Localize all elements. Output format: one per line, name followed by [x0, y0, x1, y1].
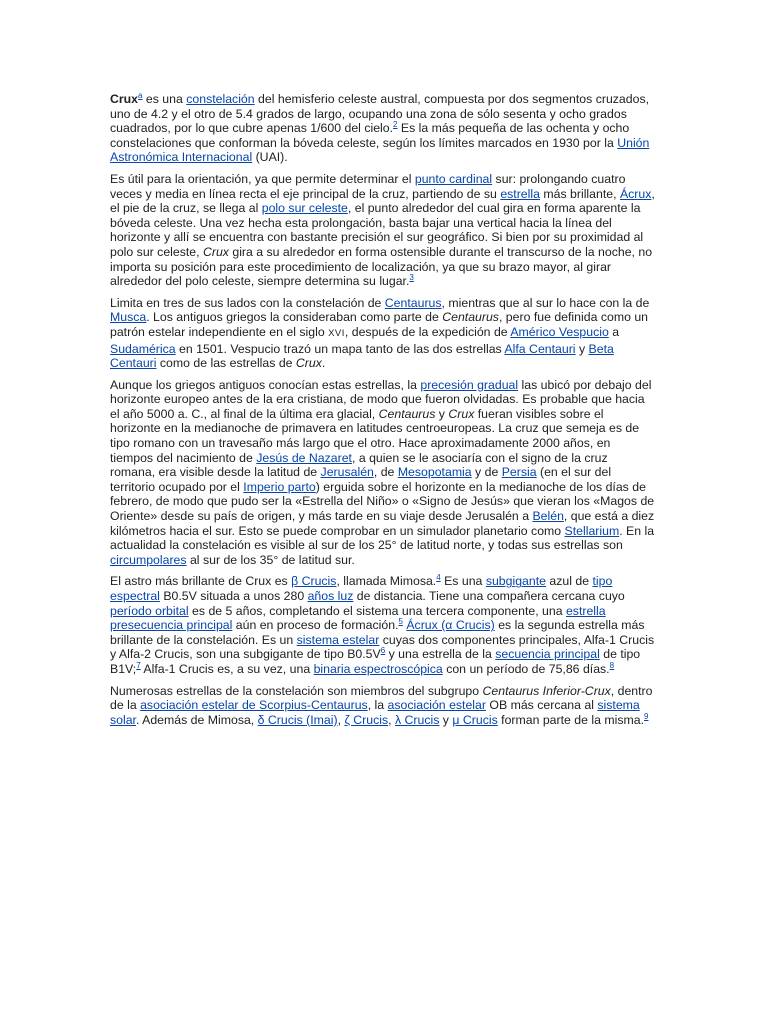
article-subject: Crux [110, 92, 139, 106]
wiki-link[interactable]: estrella presecuencia principal [110, 603, 606, 633]
wiki-link[interactable]: Ácrux (α Crucis) [406, 618, 495, 633]
text-run: Alfa-1 Crucis es, a su vez, una [140, 661, 314, 676]
text-run: azul de [545, 574, 593, 589]
text-run: , mientras que al sur lo hace con la de [441, 295, 650, 310]
wiki-link[interactable]: Imperio parto [243, 479, 316, 494]
text-run: en 1501. Vespucio trazó un mapa tanto de las dos estrellas [175, 341, 505, 356]
text-run: las ubicó por debajo del horizonte europeo antes de la era cristiana, de modo que fueron olvidadas. Es probable que hacia el año 5000 a. C., al final de la última era glacial, [110, 377, 652, 421]
wiki-link[interactable]: asociación estelar [387, 698, 486, 713]
wiki-link[interactable]: punto cardinal [414, 171, 493, 186]
wiki-link[interactable]: ζ Crucis [344, 712, 389, 727]
reference-link[interactable]: 7 [136, 660, 141, 670]
text-run: , el punto alrededor del cual gira en forma aparente la bóveda celeste. Una vez hecha esta prolongación, basta bajar una vertical hacia la línea del horizonte y allí se encuentra con bastante precisión el sur geográfico. Si bien por su proximidad al polo sur celeste, [110, 201, 644, 259]
text-run: y [439, 712, 453, 727]
reference-link[interactable]: 2 [393, 120, 398, 130]
text-run: y [575, 341, 589, 356]
reference-link[interactable]: 6 [380, 646, 386, 656]
italic-term: Crux [295, 356, 322, 371]
text-run: y una estrella de la [385, 647, 496, 662]
wiki-link[interactable]: μ Crucis [452, 712, 498, 727]
text-run: cuyas dos componentes principales, Alfa-1 Crucis y Alfa-2 Crucis, son una subgigante de tipo B0.5V [110, 632, 655, 662]
text-run: OB más cercana al [485, 698, 598, 713]
text-run: . Además de Mimosa, [135, 712, 258, 727]
text-run: (UAI). [252, 150, 288, 165]
text-run: , a quien se le asociaría con el signo de la cruz romana, era visible desde la latitud de [110, 450, 608, 480]
text-run: Numerosas estrellas de la constelación son miembros del subgrupo [110, 683, 483, 698]
wiki-link[interactable]: circumpolares [110, 552, 187, 567]
text-run: (en el sur del territorio ocupado por el [110, 465, 612, 494]
wiki-link[interactable]: Unión Astronómica Internacional [110, 135, 650, 165]
text-run: . En la actualidad la constelación es visible al sur de los 25° de latitud norte, y todas sus estrellas son [110, 523, 655, 553]
wiki-link[interactable]: Jesús de Nazaret [256, 450, 352, 465]
wiki-link[interactable]: secuencia principal [495, 647, 600, 662]
text-run: al sur de los 35° de latitud sur. [186, 552, 355, 567]
reference-marker [610, 661, 614, 670]
text-run: , después de la expedición de [344, 324, 511, 339]
text-run: , dentro de la [110, 683, 653, 713]
text-run: El astro más brillante de Crux es [110, 574, 292, 589]
article-paragraph [110, 574, 656, 676]
article-paragraph [110, 378, 656, 568]
wiki-link[interactable]: sistema estelar [296, 632, 380, 647]
text-run: del hemisferio celeste austral, compuesta por dos segmentos cruzados, uno de 4.2 y el otro de 5.4 grados de largo, ocupando una zona de sólo sesenta y ocho grados cuadrados, por lo que cubre apenas 1/600 del cielo. [110, 92, 650, 136]
article-body [110, 92, 656, 734]
text-run: , [388, 712, 395, 727]
text-run: Aunque los griegos antiguos conocían estas estrellas, la [110, 377, 421, 392]
text-run: , de [373, 465, 398, 480]
wiki-link[interactable]: β Crucis [291, 574, 337, 589]
text-run: es una [142, 92, 187, 106]
italic-term: Centaurus [378, 406, 436, 421]
wiki-link[interactable]: Alfa Centauri [504, 341, 576, 356]
wiki-link[interactable]: Beta Centauri [110, 341, 614, 371]
text-run: sur: prolongando cuatro veces y media en línea recta el eje principal de la cruz, partiendo de su [110, 171, 626, 201]
text-run: , el pie de la cruz, se llega al [110, 186, 655, 216]
text-run: , [337, 712, 345, 727]
reference-link[interactable]: 8 [609, 660, 615, 670]
wiki-link[interactable]: Sudamérica [110, 341, 176, 356]
italic-term: Centaurus Inferior-Crux [482, 683, 611, 698]
wiki-link[interactable]: Stellarium [564, 523, 620, 538]
wiki-link[interactable]: Mesopotamia [397, 465, 472, 480]
wiki-link[interactable]: Jerusalén [320, 465, 374, 480]
text-run: con un período de 75,86 días. [442, 661, 610, 676]
wiki-link[interactable]: δ Crucis (Imai) [257, 712, 338, 727]
text-run: es de 5 años, completando el sistema una tercera componente, una [188, 603, 566, 618]
wiki-link[interactable]: constelación [186, 92, 255, 106]
text-run: , llamada Mimosa. [336, 574, 437, 589]
wiki-link[interactable]: Ácrux [619, 186, 652, 201]
wiki-link[interactable]: subgigante [485, 574, 546, 589]
text-run: más brillante, [539, 186, 620, 201]
wiki-link[interactable]: Américo Vespucio [510, 324, 609, 339]
italic-term: Centaurus [442, 310, 499, 325]
text-run: Es una [440, 574, 486, 589]
wiki-link[interactable]: estrella [500, 186, 540, 201]
century-numeral: XVI [328, 327, 345, 339]
text-run: aún en proceso de formación. [232, 618, 399, 633]
wiki-link[interactable]: polo sur celeste [261, 201, 348, 216]
text-run: B0.5V situada a unos 280 [159, 589, 308, 603]
reference-marker [409, 273, 413, 282]
reference-link[interactable]: a [138, 90, 143, 100]
wiki-link[interactable]: λ Crucis [394, 712, 440, 727]
text-run: forman parte de la misma. [497, 712, 644, 727]
text-run: de distancia. Tiene una compañera cercana cuyo [353, 589, 625, 603]
wiki-link[interactable]: asociación estelar de Scorpius-Centaurus [140, 698, 368, 713]
text-run: , pero fue definida como un patrón estelar independiente en el siglo [110, 310, 648, 339]
text-run: , que está a diez kilómetros hacia el sur. Esto se puede comprobar en un simulador planetario como [110, 509, 655, 538]
text-run: y [435, 406, 449, 421]
reference-link[interactable]: 9 [644, 711, 649, 721]
text-run: a [608, 324, 620, 339]
wiki-link[interactable]: binaria espectroscópica [313, 661, 443, 676]
text-run: fueran visibles sobre el horizonte en la medianoche de primavera en latitudes centroeuropeas. La cruz que semeja es de tipo romano con un travesaño más largo que el otro. Hace aproximadamente 2000 años, en tiempos del nacimiento de [110, 406, 640, 465]
text-run: ) erguida sobre el horizonte en la medianoche de los días de febrero, de modo que pudo ser la «Estrella del Niño» o «Signo de Jesús» que vieran los «Magos de Oriente» desde su país de origen, y más tarde en su viaje desde Jerusalén a [110, 479, 655, 524]
article-paragraph [110, 684, 656, 728]
article-paragraph [110, 296, 656, 371]
reference-link[interactable]: 4 [436, 573, 441, 583]
wiki-link[interactable]: período orbital [110, 603, 189, 618]
text-run: Es útil para la orientación, ya que permite determinar el [110, 171, 415, 186]
reference-link[interactable]: 3 [409, 273, 414, 283]
text-run: . Los antiguos griegos la consideraban como parte de [146, 310, 443, 325]
wiki-link[interactable]: Musca [110, 310, 147, 325]
wiki-link[interactable]: años luz [307, 589, 354, 603]
text-run: Es la más pequeña de las ochenta y ocho constelaciones que conforman la bóveda celeste, según los límites marcados en 1930 por la [110, 121, 630, 150]
wiki-link[interactable]: sistema solar [110, 698, 640, 727]
text-run: y de [471, 465, 502, 480]
wiki-link[interactable]: Belén [532, 509, 564, 524]
text-run: de tipo B1V; [110, 647, 641, 676]
text-run: como de las estrellas de [156, 356, 296, 371]
text-run: . [321, 356, 326, 371]
wiki-link[interactable]: Centaurus [384, 295, 442, 310]
article-paragraph [110, 92, 656, 165]
wiki-link[interactable]: tipo espectral [110, 574, 613, 603]
text-run: , la [367, 698, 388, 713]
text-run: es la segunda estrella más brillante de la constelación. Es un [110, 618, 645, 647]
text-run: gira a su alrededor en forma ostensible durante el transcurso de la noche, no importa su posición para este procedimiento de localización, ya que su brazo mayor, al girar alrededor del polo celeste, siempre determina su lugar. [110, 244, 653, 289]
italic-term: Crux [448, 406, 475, 421]
wiki-link[interactable]: Persia [501, 465, 537, 480]
wiki-link[interactable]: precesión gradual [420, 377, 519, 392]
reference-marker [644, 712, 648, 721]
article-paragraph [110, 172, 656, 289]
reference-link[interactable]: 5 [398, 617, 403, 627]
italic-term: Crux [202, 244, 229, 259]
text-run: Limita en tres de sus lados con la constelación de [110, 295, 385, 310]
